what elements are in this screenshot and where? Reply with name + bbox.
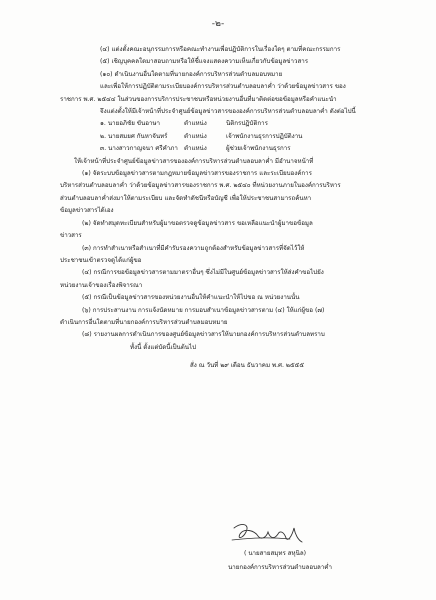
paragraph-line: (๕) กรณีเป็นข้อมูลข่าวสารของหน่วยงานอื่นให้คำแนะนำให้ไปขอ ณ หน่วยงานนั้น (82, 294, 300, 302)
paragraph-line: (๑๐) ดำเนินงานอื่นใดตามที่นายกองค์การบริหารส่วนตำบลมอบหมาย (100, 70, 283, 78)
paragraph-line: บริหารส่วนตำบลอบลาค่ำ ว่าด้วยข้อมูลข่าวสารของราชการ พ.ศ. ๒๕๔๐ ที่หน่วยงานภายในองค์การบริหาร (60, 182, 341, 190)
page-number: -๒- (211, 19, 225, 29)
paragraph-line: (๔) แต่งตั้งคณะอนุกรรมการหรือคณะทำงานเพื่อปฏิบัติการในเรื่องใดๆ ตามที่คณะกรรมการ (100, 46, 341, 53)
official-position-label: ตำแหน่ง (184, 145, 207, 153)
paragraph-line: ข่าวสาร (60, 232, 82, 240)
paragraph-line: ดำเนินการอื่นใดตามที่นายกองค์การบริหารส่วนตำบลมอบหมาย (60, 318, 228, 326)
paragraph-line: (๓) การทำสำเนาหรือสำเนาที่มีคำรับรองความถูกต้องสำหรับข้อมูลข่าวสารที่จัดไว้ให้ (82, 244, 305, 252)
paragraph-line: (๒) จัดทำสมุดทะเบียนสำหรับผู้มาขอตรวจดูข้อมูลข่าวสาร ขอเหลือแนะนำผู้มาขอข้อมูล (82, 219, 313, 227)
paragraph-line: จึงแต่งตั้งให้มีเจ้าหน้าที่ประจำศูนย์ข้อมูลข่าวสารขององค์การบริหารส่วนตำบลอบลาค่ำ ดังต่อไปนี้ (100, 108, 356, 116)
official-row (60, 143, 400, 155)
official-position: ผู้ช่วยเจ้าพนักงานธุรการ (226, 145, 291, 153)
paragraph-line: (๖) การประสานงาน การแจ้งนัดหมาย การมอบสำเนาข้อมูลข่าวสารตาม (๔) ให้แก่ผู้ขอ (๗) (82, 306, 325, 314)
paragraph-line: และเพื่อให้การปฏิบัติตามระเบียบองค์การบริหารส่วนตำบลอบลาค่ำ ว่าด้วยข้อมูลข่าวสาร ของ (100, 83, 346, 91)
paragraph-line: หน่วยงานเจ้าของเรื่องพิจารณา (60, 281, 143, 289)
signature-image (228, 520, 308, 548)
closing-line: ทั้งนี้ ตั้งแต่บัดนี้เป็นต้นไป (130, 343, 197, 351)
paragraph-line: ให้เจ้าหน้าที่ประจำศูนย์ข้อมูลข่าวสารขององค์การบริหารส่วนตำบลอบลาค่ำ มีอำนาจหน้าที่ (74, 157, 314, 165)
paragraph-line: (๑) จัดระบบข้อมูลข่าวสารตามกฎหมายข้อมูลข่าวสารของราชการ และระเบียบองค์การ (82, 170, 312, 178)
official-row (60, 118, 400, 130)
paragraph-line: (๘) รายงานผลการดำเนินการของศูนย์ข้อมูลข่าวสารให้นายกองค์การบริหารส่วนตำบลทราบ (82, 331, 325, 339)
paragraph-line: ราชการ พ.ศ. ๒๕๔๔ ในส่วนของการบริการประชาชนหรือหน่วยงานอื่นที่มาติดต่อขอข้อมูลหรือคำแนะนำ (60, 95, 337, 103)
paragraph-line: ประชาชนเข้าตรวจดูได้แก่ผู้ขอ (60, 256, 142, 264)
document-body (60, 44, 400, 373)
signer-name: ( นายสายสมุทร สหุนิล) (243, 550, 307, 557)
official-position: เจ้าพนักงานธุรการปฏิบัติงาน (226, 132, 303, 140)
date-line: สั่ง ณ วันที่ ๒๙ เดือน ธันวาคม พ.ศ. ๒๕๕๕ (190, 362, 305, 370)
official-position-label: ตำแหน่ง (184, 132, 207, 140)
paragraph-line: ส่วนตำบลอบลาค่ำส่งมาให้ตามระเบียบ และจัดทำดัชนีหรือบัญชี เพื่อให้ประชาชนสามารถค้นหา (60, 194, 312, 202)
official-name: ๑. นายอภิชัย ขันอาษา (100, 120, 160, 128)
paragraph-line: (๔) กรณีการขอข้อมูลข่าวสารตามมาตราอื่นๆ ซึ่งไม่มีในศูนย์ข้อมูลข่าวสารให้ส่งคำขอไปยัง (82, 269, 324, 277)
paragraph-line: ข้อมูลข่าวสารได้เอง (60, 207, 114, 215)
official-name: ๓. นางสาวกาญจนา ศรีคำภา (100, 145, 178, 153)
signer-title: นายกองค์การบริหารส่วนตำบลอบลาค่ำ (228, 564, 332, 571)
paragraph-line: (๕) เชิญบุคคลใดมาสอบถามหรือให้ชี้แจงแสดงความเห็นเกี่ยวกับข้อมูลข่าวสาร (100, 58, 309, 66)
official-name: ๒. นายสมยศ กันหาจันทร์ (100, 132, 168, 140)
official-row (60, 131, 400, 143)
official-position: นิติกรปฏิบัติการ (226, 120, 268, 128)
official-position-label: ตำแหน่ง (184, 120, 207, 128)
